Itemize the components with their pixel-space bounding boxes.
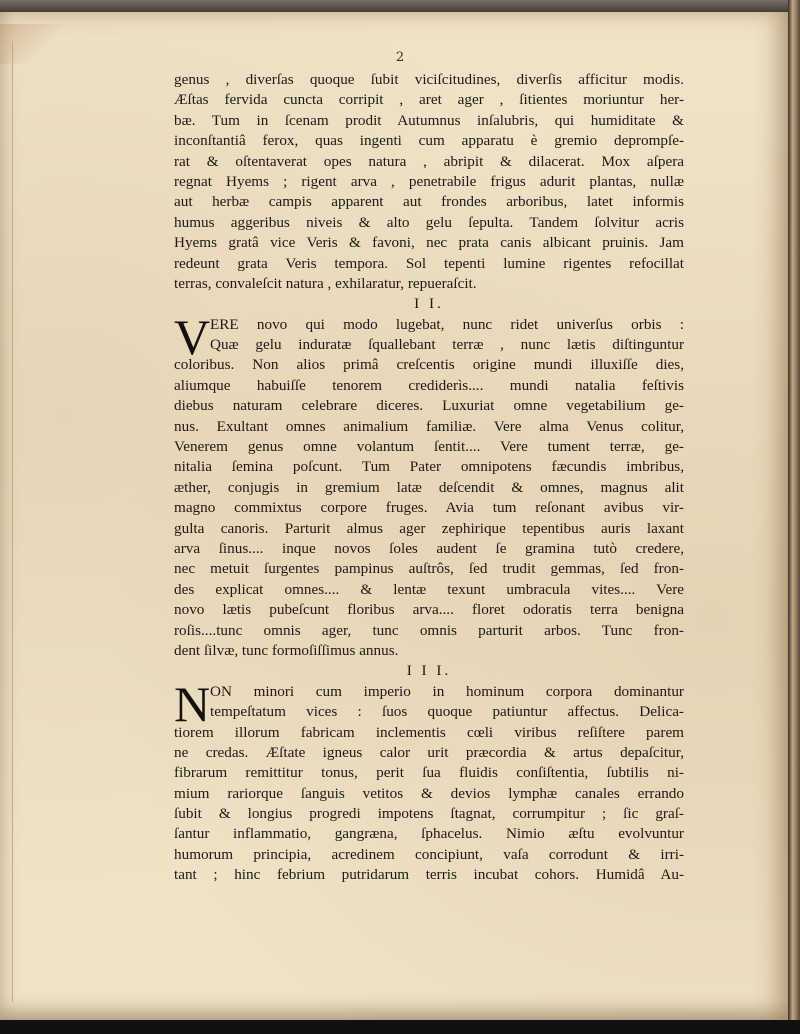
text-line: ON minori cum imperio in hominum corpora dominantur <box>210 682 684 700</box>
text-line: diebus naturam celebrare diceres. Luxuriat omne vegetabilium ge- <box>174 397 684 415</box>
text-line: ne credas. Æſtate igneus calor urit præcordia & artus depaſcitur, <box>174 743 684 761</box>
scan-right-edge <box>788 0 800 1034</box>
section-3-paragraph <box>174 675 684 886</box>
text-line: coloribus. Non alios primâ creſcentis origine mundi illuxiſſe dies, <box>174 356 684 374</box>
text-line: genus , diverſas quoque ſubit viciſcitudines, diverſis afficitur modis. <box>174 71 684 88</box>
intro-paragraph <box>174 70 684 294</box>
text-line: novo lætis pubeſcunt floribus arva.... floret odoratis terra benigna <box>174 601 684 619</box>
drop-cap: V <box>174 308 211 365</box>
text-line: humorum principia, acredinem concipiunt, vaſa corrodunt & irri- <box>174 845 684 863</box>
text-line: fibrarum remittitur tonus, perit ſua fluidis conſiſtentia, ſubtilis ni- <box>174 764 684 782</box>
text-line: ERE novo qui modo lugebat, nunc ridet univerſus orbis : <box>210 315 684 333</box>
drop-cap: N <box>174 675 211 732</box>
page-margin-rule <box>12 42 13 1002</box>
body-text <box>174 70 684 886</box>
text-line: bæ. Tum in ſcenam prodit Autumnus inſalubris, qui humiditate & <box>174 111 684 129</box>
text-line: redeunt grata Veris tempora. Sol tepenti lumine rigentes refocillat <box>174 254 684 272</box>
text-line: tempeſtatum vices : ſuos quoque patiuntur affectus. Delica- <box>210 703 684 721</box>
section-heading-3: I I I. <box>406 662 452 680</box>
text-line: Æſtas fervida cuncta corripit , aret ager , ſitientes moriuntur her- <box>174 91 684 109</box>
text-line: des explicat omnes.... & lentæ texunt umbracula vites.... Vere <box>174 580 684 598</box>
text-line: nec metuit ſurgentes pampinus auſtrôs, ſed trudit gemmas, ſed fron- <box>174 560 684 578</box>
section-heading-2: I I. <box>414 295 444 313</box>
text-line: humus aggeribus niveis & alto gelu ſepulta. Tandem ſolvitur acris <box>174 213 684 231</box>
text-line: tant ; hinc febrium putridarum terris incubat cohors. Humidâ Au- <box>174 866 684 884</box>
text-line: aut herbæ campis apparent aut frondes arboribus, latet informis <box>174 193 684 211</box>
text-line: mium rariorque ſanguis vetitos & devios lymphæ canales errando <box>174 784 684 802</box>
text-line: dent ſilvæ, tunc formoſiſſimus annus. <box>174 641 399 659</box>
text-line: Venerem genus omne volantum ſentit.... Vere tument terræ, ge- <box>174 438 684 456</box>
text-line: inconſtantiâ ferox, quas ingenti cum apparatu è gremio deprompſe- <box>174 132 684 150</box>
page-number: 2 <box>395 50 405 65</box>
scan-bottom-edge <box>0 1020 800 1034</box>
text-line: gulta canoris. Parturit almus ager zephirique tepentibus auris laxant <box>174 519 684 537</box>
text-line: æther, conjugis in gremium latæ deſcendit & omnes, magnus alit <box>174 478 684 496</box>
text-line: arva ſinus.... inque novos ſoles audent ſe gramina tutò credere, <box>174 539 684 557</box>
text-line: rat & oſtentaverat opes natura , abripit & dilacerat. Mox aſpera <box>174 152 684 170</box>
text-line: aliumque habuiſſe tenorem crediderìs.... mundi natalia feſtivis <box>174 376 684 394</box>
text-line: ſantur inflammatio, gangræna, ſphacelus. Nimio æſtu evolvuntur <box>174 825 684 843</box>
text-line: ſubit & longius progredi impotens ſtagnat, corrumpitur ; ſic graſ- <box>174 805 684 823</box>
text-line: regnat Hyems ; rigent arva , penetrabile frigus adurit plantas, nullæ <box>174 172 684 190</box>
text-line: Hyems gratâ vice Veris & favoni, nec prata canis albicant pruinis. Jam <box>174 234 684 252</box>
text-line: nitalia ſemina poſcunt. Tum Pater omnipotens fæcundis imbribus, <box>174 458 684 476</box>
text-line: roſis....tunc omnis ager, tunc omnis parturit arbos. Tunc fron- <box>174 621 684 639</box>
text-line: Quæ gelu induratæ ſquallebant terræ , nunc lætis diſtinguntur <box>210 336 684 354</box>
text-line: magno commixtus corpore fruges. Avia tum reſonant avibus vir- <box>174 499 684 517</box>
text-line: terras, convaleſcit natura , exhilaratur, repueraſcit. <box>174 274 477 292</box>
section-2-paragraph <box>174 308 684 662</box>
text-line: nus. Exultant omnes animalium familiæ. Vere alma Venus colitur, <box>174 417 684 435</box>
text-line: tiorem illorum fabricam inclementis cœli viribus reſiſtere parem <box>174 723 684 741</box>
